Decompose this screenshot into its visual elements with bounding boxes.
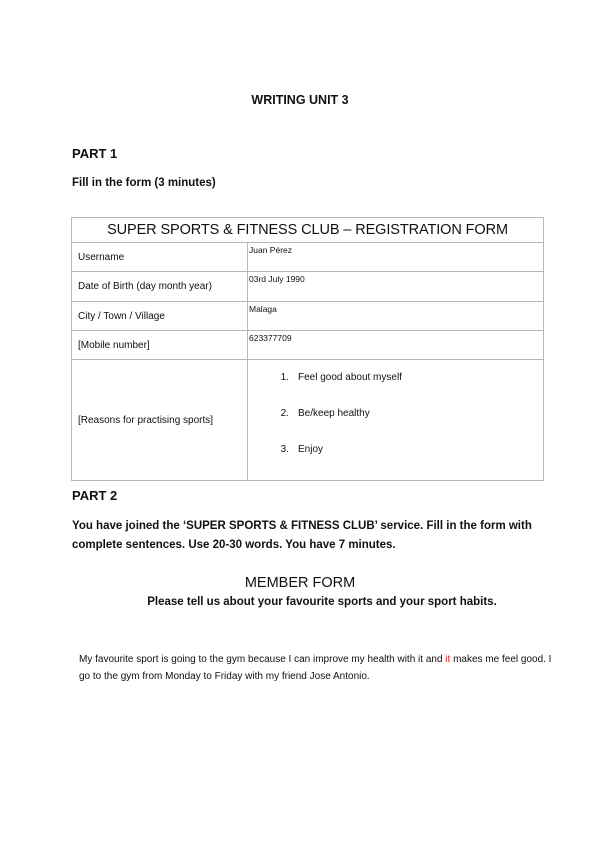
page-title: WRITING UNIT 3 xyxy=(251,93,349,107)
answer-text: My favourite sport is going to the gym because I can improve my health with it and xyxy=(79,654,446,665)
mobile-field[interactable]: 623377709 xyxy=(248,331,544,360)
reasons-field[interactable] xyxy=(248,360,544,481)
answer-text-continued: makes me feel good. I go to the gym from Monday to Friday with my friend Jose Antonio. xyxy=(79,654,552,682)
registration-form-title: SUPER SPORTS & FITNESS CLUB – REGISTRATION FORM xyxy=(72,218,544,243)
part1-heading: PART 1 xyxy=(72,146,118,161)
dob-label: Date of Birth (day month year) xyxy=(72,272,248,302)
reason-number: 1. xyxy=(280,372,289,383)
answer-highlight: it xyxy=(445,654,451,665)
part2-heading: PART 2 xyxy=(72,488,118,503)
list-item xyxy=(248,372,543,408)
reason-text: Enjoy xyxy=(298,444,324,455)
reasons-label: [Reasons for practising sports] xyxy=(72,360,248,481)
city-label: City / Town / Village xyxy=(72,302,248,331)
mobile-label: [Mobile number] xyxy=(72,331,248,360)
reason-text: Feel good about myself xyxy=(298,372,402,383)
reason-number: 3. xyxy=(280,444,289,455)
part1-instruction: Fill in the form (3 minutes) xyxy=(72,177,216,189)
member-form-subtitle: Please tell us about your favourite sports and your sport habits. xyxy=(147,596,497,608)
part2-instruction: You have joined the ‘SUPER SPORTS & FITNESS CLUB’ service. Fill in the form with complete sentences. Use 20-30 words. You have 7 minutes. xyxy=(72,520,532,551)
dob-field[interactable]: 03rd July 1990 xyxy=(248,272,544,302)
username-label: Username xyxy=(72,243,248,272)
list-item xyxy=(248,408,543,444)
member-form-title: MEMBER FORM xyxy=(244,575,356,591)
username-field[interactable]: Juan Pérez xyxy=(248,243,544,272)
reasons-list xyxy=(248,360,543,480)
member-form-answer[interactable] xyxy=(79,651,554,685)
city-field[interactable]: Malaga xyxy=(248,302,544,331)
list-item xyxy=(248,444,543,480)
reason-number: 2. xyxy=(280,408,289,419)
reason-text: Be/keep healthy xyxy=(298,408,370,419)
registration-form-table xyxy=(71,217,544,481)
